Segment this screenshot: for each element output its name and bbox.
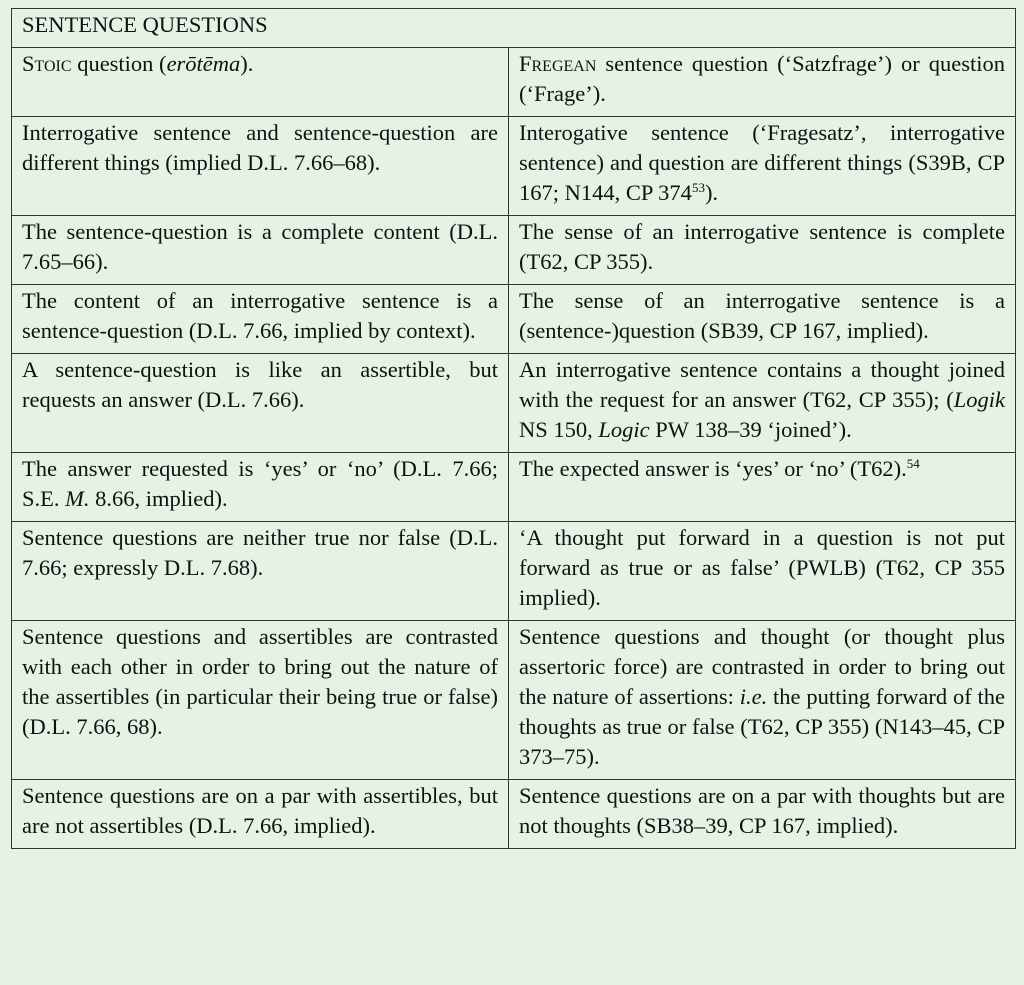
table-row bbox=[12, 216, 1016, 285]
comparison-table bbox=[11, 8, 1016, 849]
stoic-cell: Sentence questions are neither true nor false (D.L. 7.66; expressly D.L. 7.68). bbox=[12, 522, 509, 621]
stoic-cell: The content of an interrogative sentence is a sentence-question (D.L. 7.66, implied by context). bbox=[12, 285, 509, 354]
stoic-cell: Interrogative sentence and sentence-question are different things (implied D.L. 7.66–68). bbox=[12, 117, 509, 216]
stoic-cell: A sentence-question is like an assertible, but requests an answer (D.L. 7.66). bbox=[12, 354, 509, 453]
table-row bbox=[12, 285, 1016, 354]
stoic-cell: The answer requested is ‘yes’ or ‘no’ (D.L. 7.66; S.E. M. 8.66, implied). bbox=[12, 453, 509, 522]
fregean-cell: ‘A thought put forward in a question is not put forward as true or as false’ (PWLB) (T62, CP 355 implied). bbox=[509, 522, 1016, 621]
fregean-cell: Sentence questions and thought (or thought plus assertoric force) are contrasted in order to bring out the nature of assertions: i.e. the putting forward of the thoughts as true or false (T62, CP 355) (N143–45, CP 373–75). bbox=[509, 621, 1016, 780]
table-row bbox=[12, 354, 1016, 453]
table-row bbox=[12, 453, 1016, 522]
fregean-cell: The expected answer is ‘yes’ or ‘no’ (T62).$^{54}$ bbox=[509, 453, 1016, 522]
table-row bbox=[12, 621, 1016, 780]
fregean-cell: Interogative sentence (‘Fragesatz’, interrogative sentence) and question are different things (S39B, CP 167; N144, CP $374^{53}$). bbox=[509, 117, 1016, 216]
footnote-ref: 54 bbox=[906, 456, 920, 471]
fregean-label: Fregean bbox=[519, 51, 597, 76]
fregean-header: Fregean sentence question (‘Satzfrage’) or question (‘Frage’). bbox=[509, 48, 1016, 117]
table-row bbox=[12, 780, 1016, 849]
stoic-cell: The sentence-question is a complete content (D.L. 7.65–66). bbox=[12, 216, 509, 285]
fregean-cell: Sentence questions are on a par with thoughts but are not thoughts (SB38–39, CP 167, implied). bbox=[509, 780, 1016, 849]
stoic-header: Stoic question (erōtēma). bbox=[12, 48, 509, 117]
stoic-cell: Sentence questions and assertibles are contrasted with each other in order to bring out the nature of the assertibles (in particular their being true or false) (D.L. 7.66, 68). bbox=[12, 621, 509, 780]
fregean-cell: The sense of an interrogative sentence is complete (T62, CP 355). bbox=[509, 216, 1016, 285]
table-row bbox=[12, 522, 1016, 621]
stoic-label: Stoic bbox=[22, 51, 72, 76]
table-row bbox=[12, 117, 1016, 216]
fregean-cell: An interrogative sentence contains a thought joined with the request for an answer (T62, CP 355); (Logik NS 150, Logic PW 138–39 ‘joined’). bbox=[509, 354, 1016, 453]
table-title: SENTENCE QUESTIONS bbox=[12, 9, 1016, 48]
fregean-cell: The sense of an interrogative sentence is a (sentence-)question (SB39, CP 167, implied). bbox=[509, 285, 1016, 354]
stoic-cell: Sentence questions are on a par with assertibles, but are not assertibles (D.L. 7.66, implied). bbox=[12, 780, 509, 849]
footnote-ref: 53 bbox=[691, 180, 705, 195]
table-header-row bbox=[12, 48, 1016, 117]
table-title-row bbox=[12, 9, 1016, 48]
